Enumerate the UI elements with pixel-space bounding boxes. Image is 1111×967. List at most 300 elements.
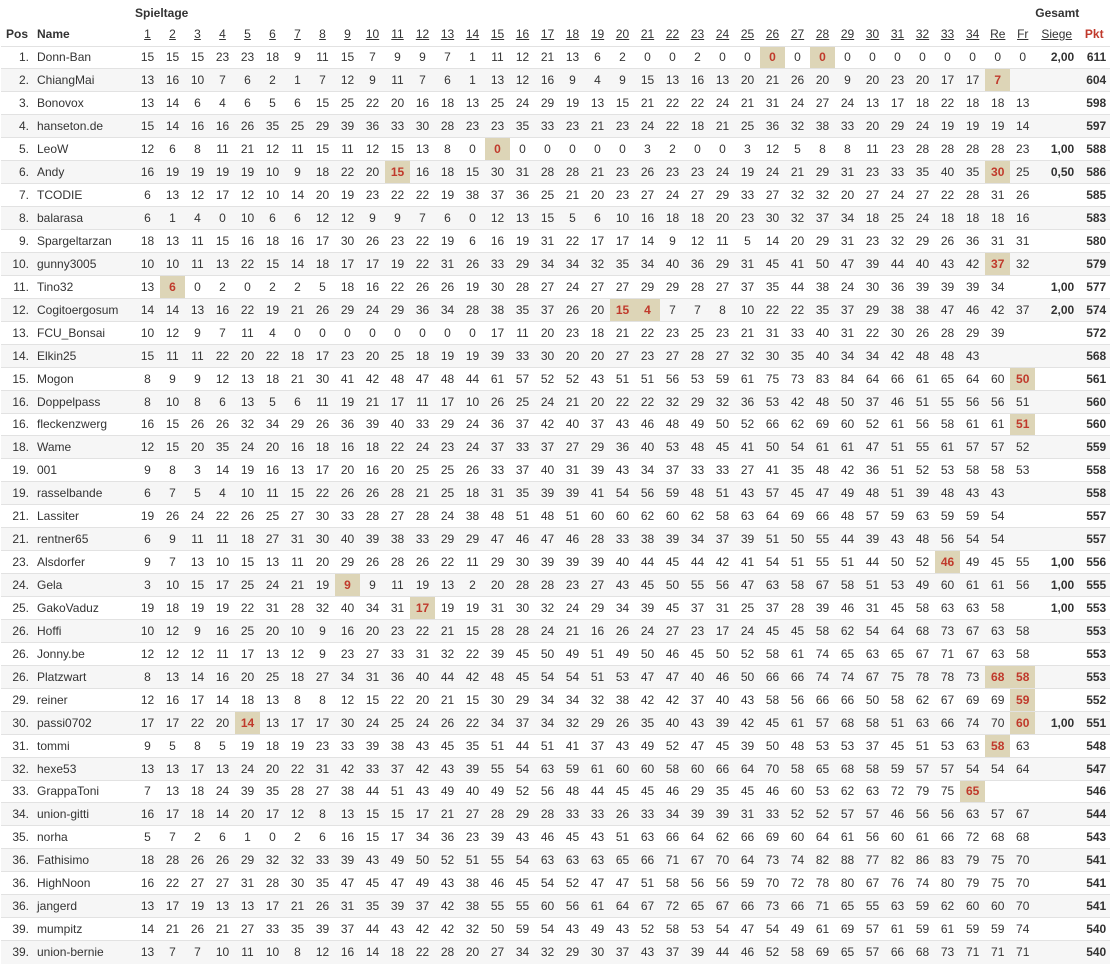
player-name[interactable]: Lassiter [33,505,135,528]
player-name[interactable]: Gela [33,574,135,597]
matchday-header[interactable]: 11 [391,26,404,41]
matchday-header[interactable]: 23 [690,26,705,41]
score-cell: 20 [460,941,485,964]
matchday-header[interactable]: 27 [790,26,805,41]
table-row[interactable] [1,46,1110,69]
score-cell-highlighted: 0 [760,46,785,69]
score-cell: 19 [235,734,260,757]
score-cell: 37 [610,941,635,964]
matchday-header[interactable]: 20 [615,26,630,41]
score-cell: 15 [535,207,560,230]
score-cell: 44 [710,941,735,964]
score-cell: 17 [385,826,410,849]
player-name[interactable]: TCODIE [33,184,135,207]
score-cell: 23 [335,642,360,665]
score-cell: 0 [235,275,260,298]
score-cell: 69 [785,505,810,528]
pos-header[interactable]: Pos [5,26,28,41]
score-cell: 11 [185,252,210,275]
score-cell: 65 [935,367,960,390]
score-cell: 30 [335,230,360,253]
table-row[interactable] [1,551,1110,574]
score-cell: 50 [735,665,760,688]
score-cell: 31 [335,895,360,918]
score-cell: 14 [285,184,310,207]
score-cell: 9 [310,642,335,665]
wins-cell [1035,849,1078,872]
score-cell: 37 [860,734,885,757]
score-cell [1010,321,1035,344]
score-cell: 49 [785,918,810,941]
name-header[interactable]: Name [37,26,70,41]
score-cell: 45 [735,780,760,803]
score-cell: 39 [910,275,935,298]
rank-cell: 11. [1,275,33,298]
matchday-header[interactable]: 2 [169,26,176,41]
score-cell: 16 [210,298,235,321]
score-cell: 27 [485,941,510,964]
player-name[interactable]: Platzwart [33,665,135,688]
score-cell: 51 [1010,390,1035,413]
table-row[interactable] [1,230,1110,253]
wins-cell [1035,872,1078,895]
table-row[interactable] [1,574,1110,597]
matchday-header[interactable]: 15 [490,26,505,41]
score-cell: 13 [460,92,485,115]
score-cell: 19 [160,161,185,184]
table-row[interactable] [1,642,1110,665]
player-name[interactable]: hanseton.de [33,115,135,138]
score-cell: 55 [810,528,835,551]
score-cell: 17 [710,619,735,642]
score-cell: 16 [135,803,160,826]
player-name[interactable]: union-bernie [33,941,135,964]
score-cell: 29 [660,275,685,298]
matchday-header[interactable]: 14 [465,26,480,41]
player-name[interactable]: fleckenzwerg [33,413,135,436]
table-row[interactable] [1,252,1110,275]
matchday-header[interactable]: 28 [815,26,830,41]
score-cell: 51 [785,551,810,574]
score-cell: 56 [910,803,935,826]
table-row[interactable] [1,688,1110,711]
fr-header[interactable]: Fr [1017,26,1029,41]
score-cell: 19 [510,230,535,253]
matchday-header[interactable]: 3 [194,26,201,41]
table-row[interactable] [1,482,1110,505]
score-cell: 74 [1010,918,1035,941]
table-row[interactable] [1,436,1110,459]
pkt-header[interactable]: Pkt [1084,26,1104,41]
score-cell: 9 [310,619,335,642]
score-cell: 37 [710,528,735,551]
points-cell: 611 [1078,46,1110,69]
rank-cell: 32. [1,757,33,780]
score-cell: 22 [460,642,485,665]
score-cell: 27 [585,275,610,298]
score-cell: 30 [585,941,610,964]
score-cell: 27 [610,344,635,367]
siege-header[interactable]: Siege [1041,26,1073,41]
score-cell: 13 [260,711,285,734]
player-name[interactable]: Tino32 [33,275,135,298]
score-cell: 23 [860,161,885,184]
wins-cell [1035,436,1078,459]
table-row[interactable] [1,161,1110,184]
player-name[interactable]: balarasa [33,207,135,230]
player-name[interactable]: LeoW [33,138,135,161]
score-cell: 70 [1010,849,1035,872]
score-cell: 60 [985,895,1010,918]
score-cell: 45 [435,734,460,757]
table-row[interactable] [1,184,1110,207]
score-cell: 13 [585,92,610,115]
score-cell: 12 [185,642,210,665]
score-cell: 20 [260,436,285,459]
score-cell: 35 [710,780,735,803]
score-cell: 29 [810,161,835,184]
matchday-header[interactable]: 21 [640,26,655,41]
player-name[interactable]: 001 [33,459,135,482]
score-cell: 15 [185,46,210,69]
matchday-header[interactable]: 22 [665,26,680,41]
score-cell: 41 [560,734,585,757]
score-cell: 26 [235,115,260,138]
score-cell: 22 [235,298,260,321]
score-cell: 13 [160,665,185,688]
score-cell: 53 [760,390,785,413]
score-cell: 20 [560,344,585,367]
score-cell: 24 [660,184,685,207]
matchday-header[interactable]: 6 [269,26,276,41]
matchday-header[interactable]: 29 [840,26,855,41]
score-cell: 61 [960,574,985,597]
table-row[interactable] [1,826,1110,849]
score-cell: 0 [635,46,660,69]
score-cell: 33 [510,344,535,367]
table-row[interactable] [1,138,1110,161]
score-cell: 34 [560,252,585,275]
table-row[interactable] [1,92,1110,115]
score-cell: 31 [735,803,760,826]
score-cell: 45 [985,551,1010,574]
score-cell: 13 [135,92,160,115]
score-cell: 15 [360,803,385,826]
table-row[interactable] [1,918,1110,941]
player-name[interactable]: Doppelpass [33,390,135,413]
table-row[interactable] [1,803,1110,826]
matchday-header[interactable]: 12 [415,26,430,41]
score-cell: 7 [160,941,185,964]
score-cell: 29 [435,413,460,436]
score-cell: 20 [335,459,360,482]
score-cell: 40 [610,551,635,574]
score-cell: 22 [410,941,435,964]
table-row[interactable] [1,367,1110,390]
score-cell: 33 [385,115,410,138]
score-cell: 54 [960,528,985,551]
score-cell: 10 [235,482,260,505]
score-cell [1010,69,1035,92]
score-cell: 38 [385,528,410,551]
matchday-header[interactable]: 17 [540,26,555,41]
score-cell: 61 [835,826,860,849]
score-cell: 8 [310,803,335,826]
player-name[interactable]: passi0702 [33,711,135,734]
score-cell: 5 [260,390,285,413]
table-row[interactable] [1,872,1110,895]
score-cell: 19 [385,252,410,275]
matchday-header[interactable]: 7 [294,26,301,41]
player-name[interactable]: ChiangMai [33,69,135,92]
score-cell: 37 [810,207,835,230]
table-row[interactable] [1,711,1110,734]
table-row[interactable] [1,757,1110,780]
player-name[interactable]: mumpitz [33,918,135,941]
player-name[interactable]: Jonny.be [33,642,135,665]
score-cell: 48 [385,367,410,390]
score-cell: 2 [210,275,235,298]
score-cell: 0 [385,321,410,344]
player-name[interactable]: hexe53 [33,757,135,780]
score-cell: 23 [385,230,410,253]
score-cell: 38 [460,505,485,528]
score-cell: 69 [810,413,835,436]
matchday-header[interactable]: 5 [244,26,251,41]
score-cell: 52 [435,849,460,872]
score-cell: 10 [260,161,285,184]
score-cell: 58 [785,941,810,964]
score-cell: 20 [910,69,935,92]
score-cell: 18 [310,252,335,275]
player-name[interactable]: Wame [33,436,135,459]
score-cell: 0 [460,321,485,344]
score-cell: 6 [460,230,485,253]
matchday-header[interactable]: 31 [890,26,905,41]
score-cell: 39 [360,734,385,757]
player-name[interactable]: FCU_Bonsai [33,321,135,344]
matchday-header[interactable]: 18 [565,26,580,41]
score-cell: 63 [860,780,885,803]
table-row[interactable] [1,597,1110,620]
matchday-header[interactable]: 33 [940,26,955,41]
score-cell: 66 [935,711,960,734]
score-cell: 66 [710,757,735,780]
score-cell: 51 [560,505,585,528]
score-cell: 34 [560,688,585,711]
score-cell: 13 [510,207,535,230]
player-name[interactable]: Cogitoergosum [33,298,135,321]
score-cell: 48 [785,734,810,757]
score-cell: 45 [660,597,685,620]
player-name[interactable]: GakoVaduz [33,597,135,620]
score-cell: 43 [560,918,585,941]
player-name[interactable]: reiner [33,688,135,711]
score-cell: 28 [435,941,460,964]
score-cell: 54 [985,528,1010,551]
score-cell: 69 [960,688,985,711]
score-cell: 20 [735,69,760,92]
score-cell: 23 [710,321,735,344]
score-cell: 9 [185,367,210,390]
matchday-header[interactable]: 4 [219,26,226,41]
score-cell: 41 [785,252,810,275]
score-cell: 45 [785,482,810,505]
player-name[interactable]: rasselbande [33,482,135,505]
score-cell: 14 [135,298,160,321]
table-row[interactable] [1,69,1110,92]
score-cell: 61 [985,574,1010,597]
score-cell: 26 [460,459,485,482]
score-cell: 0 [660,46,685,69]
score-cell: 63 [1010,734,1035,757]
player-name[interactable]: rentner65 [33,528,135,551]
points-cell: 541 [1078,895,1110,918]
player-name[interactable]: Bonovox [33,92,135,115]
score-cell: 34 [535,252,560,275]
score-cell: 46 [885,803,910,826]
score-cell: 53 [810,734,835,757]
score-cell: 62 [785,413,810,436]
score-cell: 8 [310,688,335,711]
matchday-header[interactable]: 9 [344,26,351,41]
score-cell: 39 [860,528,885,551]
score-cell: 17 [160,803,185,826]
player-name[interactable]: Donn-Ban [33,46,135,69]
matchday-header[interactable]: 32 [915,26,930,41]
score-cell: 50 [710,413,735,436]
score-cell: 43 [960,482,985,505]
score-cell: 31 [310,757,335,780]
score-cell: 13 [1010,92,1035,115]
matchday-header[interactable]: 24 [715,26,730,41]
wins-cell: 1,00 [1035,275,1078,298]
table-row[interactable] [1,505,1110,528]
score-cell: 9 [135,459,160,482]
player-name[interactable]: Andy [33,161,135,184]
player-name[interactable]: Fathisimo [33,849,135,872]
player-name[interactable]: gunny3005 [33,252,135,275]
player-name[interactable]: Alsdorfer [33,551,135,574]
score-cell: 23 [610,161,635,184]
score-cell: 32 [285,849,310,872]
matchday-header[interactable]: 13 [440,26,455,41]
score-cell: 16 [335,941,360,964]
table-row[interactable] [1,619,1110,642]
score-cell: 50 [760,734,785,757]
score-cell: 17 [310,344,335,367]
matchday-header[interactable]: 26 [765,26,780,41]
player-name[interactable]: jangerd [33,895,135,918]
score-cell: 11 [210,642,235,665]
score-cell: 43 [735,482,760,505]
table-row[interactable] [1,528,1110,551]
table-row[interactable] [1,390,1110,413]
player-name[interactable]: norha [33,826,135,849]
rank-cell: 36. [1,872,33,895]
score-cell: 26 [935,230,960,253]
score-cell: 20 [185,436,210,459]
table-row[interactable] [1,895,1110,918]
score-cell: 20 [310,184,335,207]
player-name[interactable]: GrappaToni [33,780,135,803]
score-cell: 36 [485,413,510,436]
score-cell: 21 [785,161,810,184]
table-row[interactable] [1,734,1110,757]
player-name[interactable]: Elkin25 [33,344,135,367]
player-name[interactable]: tommi [33,734,135,757]
score-cell: 51 [885,436,910,459]
table-row[interactable] [1,298,1110,321]
score-cell: 52 [535,367,560,390]
player-name[interactable]: Spargeltarzan [33,230,135,253]
matchday-header[interactable]: 25 [740,26,755,41]
table-row[interactable] [1,321,1110,344]
table-row[interactable] [1,344,1110,367]
score-cell: 50 [660,574,685,597]
score-cell: 34 [635,252,660,275]
matchday-header[interactable]: 10 [365,26,380,41]
score-cell: 26 [310,298,335,321]
score-cell: 78 [935,665,960,688]
player-name[interactable]: union-gitti [33,803,135,826]
table-row[interactable] [1,941,1110,964]
matchday-header[interactable]: 16 [515,26,530,41]
score-cell: 58 [1010,619,1035,642]
matchday-header[interactable]: 30 [865,26,880,41]
re-header[interactable]: Re [990,26,1006,41]
player-name[interactable]: Hoffi [33,619,135,642]
score-cell [985,344,1010,367]
score-cell: 4 [585,69,610,92]
score-cell: 9 [385,207,410,230]
score-cell: 42 [460,665,485,688]
player-name[interactable]: HighNoon [33,872,135,895]
score-cell: 8 [835,138,860,161]
score-cell: 53 [935,734,960,757]
points-cell: 558 [1078,482,1110,505]
score-cell: 18 [985,92,1010,115]
points-cell: 580 [1078,230,1110,253]
score-cell: 21 [285,367,310,390]
matchday-header[interactable]: 19 [590,26,605,41]
matchday-header[interactable]: 1 [144,26,151,41]
score-cell: 13 [710,69,735,92]
score-cell: 29 [510,252,535,275]
score-cell: 12 [310,941,335,964]
score-cell: 0 [435,321,460,344]
table-row[interactable] [1,459,1110,482]
score-cell: 68 [985,826,1010,849]
table-row[interactable] [1,207,1110,230]
table-row[interactable] [1,115,1110,138]
matchdays-group-label: Spieltage [135,6,189,20]
score-cell: 21 [435,688,460,711]
table-row[interactable] [1,275,1110,298]
table-row[interactable] [1,780,1110,803]
score-cell: 33 [260,918,285,941]
matchday-header[interactable]: 34 [965,26,980,41]
score-cell: 51 [910,390,935,413]
wins-cell [1035,642,1078,665]
matchday-header[interactable]: 8 [319,26,326,41]
score-cell: 8 [135,367,160,390]
table-row[interactable] [1,665,1110,688]
table-row[interactable] [1,849,1110,872]
player-name[interactable]: Mogon [33,367,135,390]
table-row[interactable] [1,413,1110,436]
score-cell: 33 [685,459,710,482]
